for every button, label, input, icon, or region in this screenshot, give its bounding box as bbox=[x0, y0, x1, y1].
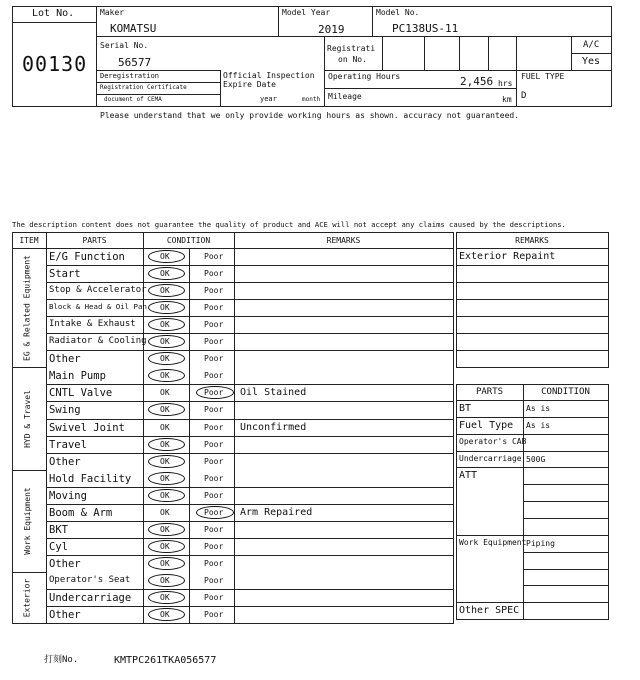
mileage-label: Mileage bbox=[328, 92, 362, 101]
spec-part: Operator's CAB bbox=[459, 436, 527, 446]
condition-ok: OK bbox=[160, 303, 170, 313]
spec-part: Undercarriage bbox=[459, 453, 522, 463]
group-label: EG & Related Equipment bbox=[23, 254, 32, 361]
inspection-label-1: Official Inspection bbox=[223, 71, 315, 80]
spec-condition: 500G bbox=[526, 454, 546, 464]
table-rule bbox=[523, 552, 608, 553]
condition-poor: Poor bbox=[204, 473, 224, 483]
condition-ok: OK bbox=[160, 269, 170, 279]
ok-circle-mark bbox=[148, 523, 185, 536]
table-rule bbox=[46, 316, 453, 317]
table-rule bbox=[12, 232, 454, 233]
hrs-unit: hrs bbox=[498, 79, 513, 88]
condition-poor: Poor bbox=[204, 405, 224, 415]
condition-ok: OK bbox=[160, 507, 170, 517]
condition-ok: OK bbox=[160, 405, 170, 415]
month-label: month bbox=[302, 96, 321, 103]
ok-circle-mark bbox=[148, 352, 185, 365]
condition-poor: Poor bbox=[204, 541, 224, 551]
hours-note: Please understand that we only provide working hours as shown. accuracy not guaranteed. bbox=[100, 111, 520, 120]
table-rule bbox=[46, 419, 453, 420]
table-rule bbox=[46, 436, 453, 437]
ok-circle-mark bbox=[148, 574, 185, 587]
stamp-no-label: 打刻No. bbox=[44, 655, 79, 665]
fuel-type-value: D bbox=[521, 91, 527, 101]
table-rule bbox=[456, 384, 609, 385]
remarks-header: REMARKS bbox=[515, 236, 549, 245]
lot-label: Lot No. bbox=[32, 8, 75, 19]
table-rule bbox=[456, 434, 608, 435]
table-rule bbox=[608, 232, 609, 367]
condition-ok: OK bbox=[160, 439, 170, 449]
part-name: E/G Function bbox=[49, 251, 125, 263]
condition-poor: Poor bbox=[204, 507, 224, 517]
part-name: Other bbox=[49, 353, 81, 366]
condition-ok: OK bbox=[160, 252, 170, 261]
part-name: Main Pump bbox=[49, 370, 106, 383]
table-rule bbox=[46, 299, 453, 300]
table-rule bbox=[456, 451, 608, 452]
table-rule bbox=[456, 535, 608, 536]
table-rule bbox=[46, 606, 453, 607]
condition-poor: Poor bbox=[204, 269, 224, 279]
condition-poor: Poor bbox=[204, 388, 224, 398]
maker-label: Maker bbox=[100, 8, 125, 17]
condition-ok: OK bbox=[160, 575, 170, 585]
table-rule bbox=[456, 265, 608, 266]
spec-part: ATT bbox=[459, 470, 478, 482]
condition-ok: OK bbox=[160, 593, 170, 602]
spec-condition: As is bbox=[526, 420, 551, 430]
table-rule bbox=[456, 316, 608, 317]
table-rule bbox=[46, 589, 453, 590]
condition-poor: Poor bbox=[204, 575, 224, 585]
ok-circle-mark bbox=[148, 557, 185, 570]
table-rule bbox=[46, 487, 453, 488]
ok-circle-mark bbox=[148, 540, 185, 553]
spec-part: BT bbox=[459, 403, 472, 414]
ok-circle-mark bbox=[148, 455, 185, 468]
condition-poor: Poor bbox=[204, 524, 224, 534]
ok-circle-mark bbox=[148, 472, 185, 485]
ok-circle-mark bbox=[148, 250, 185, 263]
table-rule bbox=[608, 384, 609, 619]
condition-poor: Poor bbox=[204, 337, 224, 347]
maker-value: KOMATSU bbox=[110, 22, 157, 35]
ok-circle-mark bbox=[148, 267, 185, 280]
table-rule bbox=[12, 623, 454, 624]
table-rule bbox=[46, 333, 453, 334]
part-name: Cyl bbox=[49, 540, 68, 553]
condition-ok: OK bbox=[160, 286, 170, 296]
operating-hours-label: Operating Hours bbox=[328, 72, 401, 81]
condition-ok: OK bbox=[160, 354, 170, 364]
poor-circle-mark bbox=[196, 386, 234, 399]
km-unit: km bbox=[502, 95, 512, 104]
condition-poor: Poor bbox=[204, 286, 224, 296]
table-rule bbox=[456, 333, 608, 334]
poor-circle-mark bbox=[196, 506, 234, 519]
table-rule bbox=[523, 484, 608, 485]
operating-hours-value: 2,456 bbox=[460, 75, 494, 88]
condition-poor: Poor bbox=[204, 610, 224, 620]
table-header-condition: CONDITION bbox=[166, 236, 211, 245]
part-name: Boom & Arm bbox=[49, 506, 113, 519]
table-rule bbox=[523, 569, 608, 570]
table-rule bbox=[456, 232, 609, 233]
model-no-label: Model No. bbox=[376, 8, 420, 17]
condition-ok: OK bbox=[160, 541, 170, 551]
table-rule bbox=[456, 299, 608, 300]
table-header-item: ITEM bbox=[19, 236, 39, 245]
table-rule bbox=[453, 232, 454, 623]
condition-poor: Poor bbox=[204, 490, 224, 500]
dereg-label: Deregistration bbox=[100, 72, 160, 80]
condition-poor: Poor bbox=[204, 252, 224, 261]
condition-poor: Poor bbox=[204, 354, 224, 364]
ok-circle-mark bbox=[148, 318, 185, 331]
remark-text: Oil Stained bbox=[240, 387, 307, 399]
condition-poor: Poor bbox=[204, 439, 224, 449]
condition-poor: Poor bbox=[204, 371, 224, 381]
table-rule bbox=[12, 248, 454, 249]
condition-ok: OK bbox=[160, 388, 170, 398]
table-rule bbox=[46, 282, 453, 283]
table-rule bbox=[456, 367, 609, 368]
table-rule bbox=[46, 401, 453, 402]
table-rule bbox=[523, 501, 608, 502]
condition-ok: OK bbox=[160, 610, 170, 620]
part-name: BKT bbox=[49, 523, 68, 536]
table-header-remarks: REMARKS bbox=[326, 236, 361, 245]
part-name: CNTL Valve bbox=[49, 387, 113, 400]
part-name: Travel bbox=[49, 438, 87, 451]
part-name: Other bbox=[49, 609, 81, 622]
condition-ok: OK bbox=[160, 473, 170, 483]
model-no-value: PC138US-11 bbox=[392, 22, 459, 35]
part-name: Operator's Seat bbox=[49, 574, 131, 585]
fuel-type-label: FUEL TYPE bbox=[521, 72, 565, 81]
ok-circle-mark bbox=[148, 301, 185, 314]
remark-line: Exterior Repaint bbox=[459, 251, 556, 262]
serial-label: Serial No. bbox=[100, 41, 149, 50]
group-label: HYD & Travel bbox=[23, 389, 33, 448]
parts-header: PARTS bbox=[475, 387, 504, 397]
table-rule bbox=[523, 518, 608, 519]
table-rule bbox=[46, 538, 453, 539]
table-rule bbox=[46, 504, 453, 505]
lot-number: 00130 bbox=[22, 52, 88, 76]
part-name: Stop & Accelerator bbox=[49, 285, 147, 296]
stamp-no-value: KMTPC261TKA056577 bbox=[114, 655, 217, 666]
ac-label: A/C bbox=[583, 40, 600, 50]
condition-ok: OK bbox=[160, 371, 170, 381]
ok-circle-mark bbox=[148, 284, 185, 297]
spec-part: Work Equipment bbox=[459, 537, 527, 547]
model-year-value: 2019 bbox=[318, 23, 345, 36]
spec-condition: Piping bbox=[526, 538, 555, 548]
ok-circle-mark bbox=[148, 369, 185, 382]
part-name: Intake & Exhaust bbox=[49, 319, 136, 330]
condition-header: CONDITION bbox=[541, 387, 590, 397]
year-label: year bbox=[260, 95, 277, 103]
condition-ok: OK bbox=[160, 422, 170, 432]
condition-poor: Poor bbox=[204, 303, 224, 313]
part-name: Hold Facility bbox=[49, 472, 132, 485]
group-label: Work Equipment bbox=[23, 487, 33, 555]
condition-ok: OK bbox=[160, 337, 170, 347]
part-name: Block & Head & Oil Pan bbox=[49, 302, 147, 312]
condition-poor: Poor bbox=[204, 456, 224, 466]
ok-circle-mark bbox=[148, 608, 185, 621]
condition-ok: OK bbox=[160, 456, 170, 466]
part-name: Undercarriage bbox=[49, 592, 132, 604]
ok-circle-mark bbox=[148, 591, 185, 604]
table-rule bbox=[456, 417, 608, 418]
part-name: Other bbox=[49, 557, 81, 570]
condition-ok: OK bbox=[160, 524, 170, 534]
table-rule bbox=[46, 521, 453, 522]
condition-poor: Poor bbox=[204, 558, 224, 568]
condition-poor: Poor bbox=[204, 422, 224, 432]
condition-poor: Poor bbox=[204, 593, 224, 602]
table-rule bbox=[456, 602, 608, 603]
table-rule bbox=[456, 467, 608, 468]
reg-cert-label: Registration Certificate bbox=[100, 84, 187, 91]
table-rule bbox=[456, 282, 608, 283]
table-header-parts: PARTS bbox=[82, 236, 107, 245]
table-rule bbox=[456, 384, 457, 619]
table-rule bbox=[456, 350, 608, 351]
part-name: Moving bbox=[49, 489, 87, 502]
condition-ok: OK bbox=[160, 558, 170, 568]
model-year-label: Model Year bbox=[282, 8, 331, 17]
group-label: Exterior bbox=[22, 578, 32, 617]
disclaimer: The description content does not guarantee the quality of product and ACE will not accept any claims caused by the descriptions. bbox=[12, 220, 566, 229]
registration-label-1: Registrati bbox=[327, 44, 376, 53]
table-rule bbox=[456, 248, 609, 249]
table-rule bbox=[46, 350, 453, 351]
part-name: Swing bbox=[49, 404, 81, 417]
ok-circle-mark bbox=[148, 403, 185, 416]
remark-text: Unconfirmed bbox=[240, 421, 307, 433]
ok-circle-mark bbox=[148, 438, 185, 451]
remark-text: Arm Repaired bbox=[240, 506, 313, 518]
spec-condition: As is bbox=[526, 404, 551, 413]
inspection-label-2: Expire Date bbox=[223, 80, 276, 89]
spec-part: Other SPEC bbox=[459, 605, 520, 617]
condition-poor: Poor bbox=[204, 320, 224, 330]
table-rule bbox=[12, 232, 13, 623]
ok-circle-mark bbox=[148, 489, 185, 502]
part-name: Start bbox=[49, 268, 81, 281]
table-rule bbox=[46, 555, 453, 556]
ac-value: Yes bbox=[582, 56, 601, 67]
table-rule bbox=[456, 400, 609, 401]
table-rule bbox=[456, 619, 609, 620]
table-rule bbox=[46, 384, 453, 385]
table-rule bbox=[46, 453, 453, 454]
cema-label: document of CEMA bbox=[104, 96, 162, 103]
ok-circle-mark bbox=[148, 335, 185, 348]
registration-label-2: on No. bbox=[338, 55, 367, 64]
condition-ok: OK bbox=[160, 490, 170, 500]
condition-ok: OK bbox=[160, 320, 170, 330]
table-rule bbox=[46, 265, 453, 266]
part-name: Swivel Joint bbox=[49, 421, 125, 434]
part-name: Other bbox=[49, 455, 81, 468]
spec-part: Fuel Type bbox=[459, 419, 514, 431]
serial-value: 56577 bbox=[118, 56, 152, 69]
table-rule bbox=[234, 232, 235, 623]
part-name: Radiator & Cooling bbox=[49, 336, 147, 347]
table-rule bbox=[523, 585, 608, 586]
table-rule bbox=[46, 232, 47, 623]
